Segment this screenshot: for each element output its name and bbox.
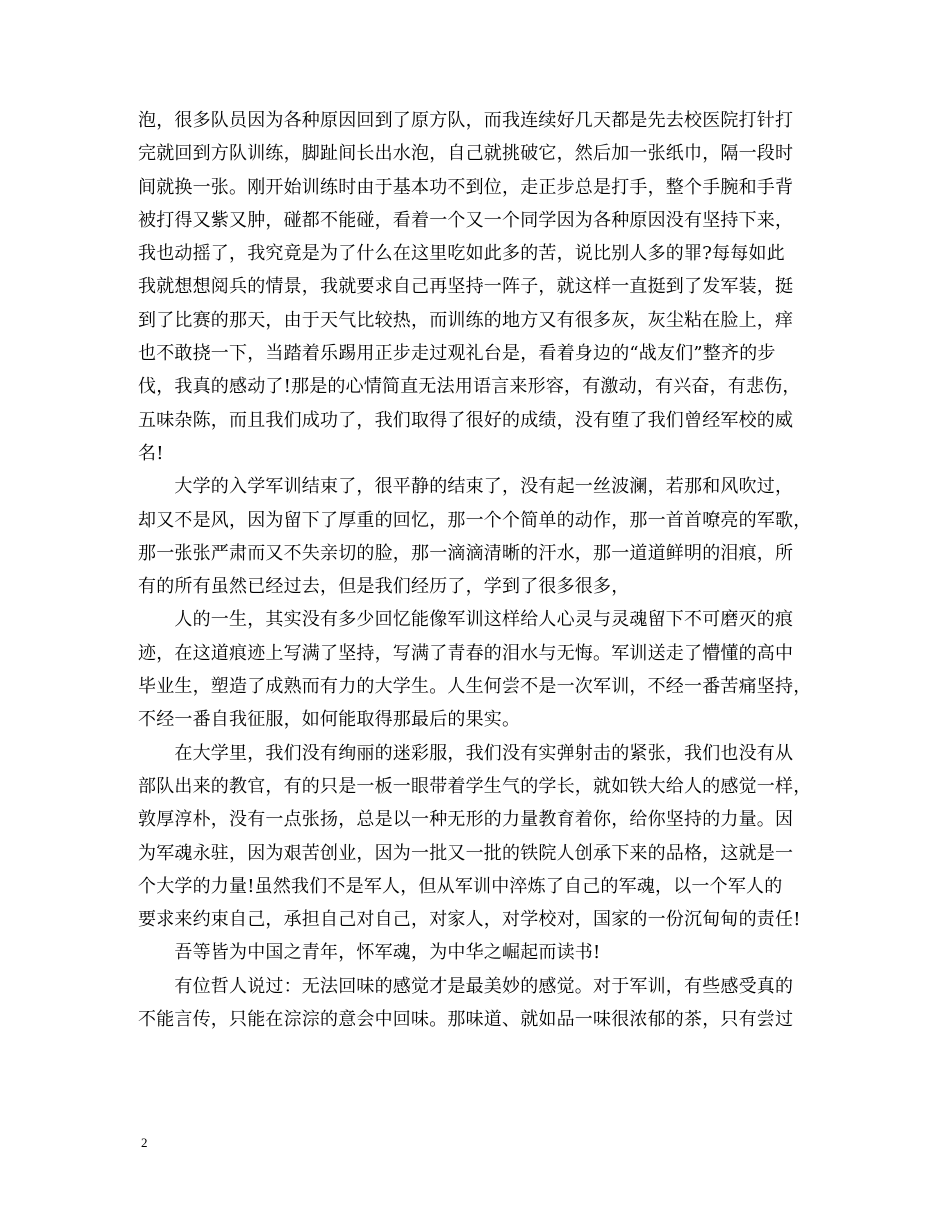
text-line: 完就回到方队训练，脚趾间长出水泡，自己就挑破它，然后加一张纸巾，隔一段时 xyxy=(138,143,794,165)
text-line: 人的一生，其实没有多少回忆能像军训这样给人心灵与灵魂留下不可磨灭的痕 xyxy=(138,609,794,631)
text-line: 泡，很多队员因为各种原因回到了原方队，而我连续好几天都是先去校医院打针打 xyxy=(138,110,794,131)
text-line: 名! xyxy=(138,442,164,464)
text-line: 间就换一张。刚开始训练时由于基本功不到位，走正步总是打手，整个手腕和手背 xyxy=(138,176,794,198)
text-line: 为军魂永驻，因为艰苦创业，因为一批又一批的铁院人创承下来的品格，这就是一 xyxy=(138,842,794,864)
text-line: 吾等皆为中国之青年，怀军魂，为中华之崛起而读书! xyxy=(138,942,601,964)
text-line: 有的所有虽然已经过去，但是我们经历了，学到了很多很多， xyxy=(138,576,630,598)
text-line: 有位哲人说过：无法回味的感觉才是最美妙的感觉。对于军训，有些感受真的 xyxy=(138,975,794,997)
body-text xyxy=(138,104,828,1036)
text-line: 不能言传，只能在淙淙的意会中回味。那味道、就如品一味很浓郁的茶，只有尝过 xyxy=(138,1009,794,1031)
text-line: 迹，在这道痕迹上写满了坚持，写满了青春的泪水与无悔。军训送走了懵懂的高中 xyxy=(138,642,794,664)
text-line: 个大学的力量!虽然我们不是军人，但从军训中淬炼了自己的军魂，以一个军人的 xyxy=(138,875,783,897)
text-line: 那一张张严肃而又不失亲切的脸，那一滴滴清晰的汗水，那一道道鲜明的泪痕，所 xyxy=(138,542,794,564)
text-line: 大学的入学军训结束了，很平静的结束了，没有起一丝波澜，若那和风吹过， xyxy=(138,476,794,498)
text-line: 到了比赛的那天，由于天气比较热，而训练的地方又有很多灰，灰尘粘在脸上，痒 xyxy=(138,309,794,331)
page-number: 2 xyxy=(141,1135,148,1150)
text-line: 也不敢挠一下，当踏着乐踢用正步走过观礼台是，看着身边的“战友们”整齐的步 xyxy=(138,343,776,365)
text-line: 部队出来的教官，有的只是一板一眼带着学生气的学长，就如铁大给人的感觉一样， xyxy=(138,775,812,797)
text-line: 不经一番自我征服，如何能取得那最后的果实。 xyxy=(138,709,521,731)
text-line: 敦厚淳朴，没有一点张扬，总是以一种无形的力量教育着你，给你坚持的力量。因 xyxy=(138,809,794,831)
text-line: 我就想想阅兵的情景，我就要求自己再坚持一阵子，就这样一直挺到了发军装，挺 xyxy=(138,276,794,298)
text-line: 我也动摇了，我究竟是为了什么在这里吃如此多的苦，说比别人多的罪?每每如此 xyxy=(138,243,785,265)
text-line: 却又不是风，因为留下了厚重的回忆，那一个个简单的动作，那一首首嘹亮的军歌， xyxy=(138,509,812,531)
text-line: 被打得又紫又肿，碰都不能碰，看着一个又一个同学因为各种原因没有坚持下来， xyxy=(138,209,794,231)
text-line: 毕业生，塑造了成熟而有力的大学生。人生何尝不是一次军训，不经一番苦痛坚持， xyxy=(138,676,812,698)
text-line: 在大学里，我们没有绚丽的迷彩服，我们没有实弹射击的紧张，我们也没有从 xyxy=(138,742,794,764)
text-line: 伐，我真的感动了!那是的心情简直无法用语言来形容，有激动，有兴奋，有悲伤， xyxy=(138,376,801,398)
text-line: 五味杂陈，而且我们成功了，我们取得了很好的成绩，没有堕了我们曾经军校的威 xyxy=(138,409,794,431)
text-line: 要求来约束自己，承担自己对自己，对家人，对学校对，国家的一份沉甸甸的责任! xyxy=(138,909,801,931)
